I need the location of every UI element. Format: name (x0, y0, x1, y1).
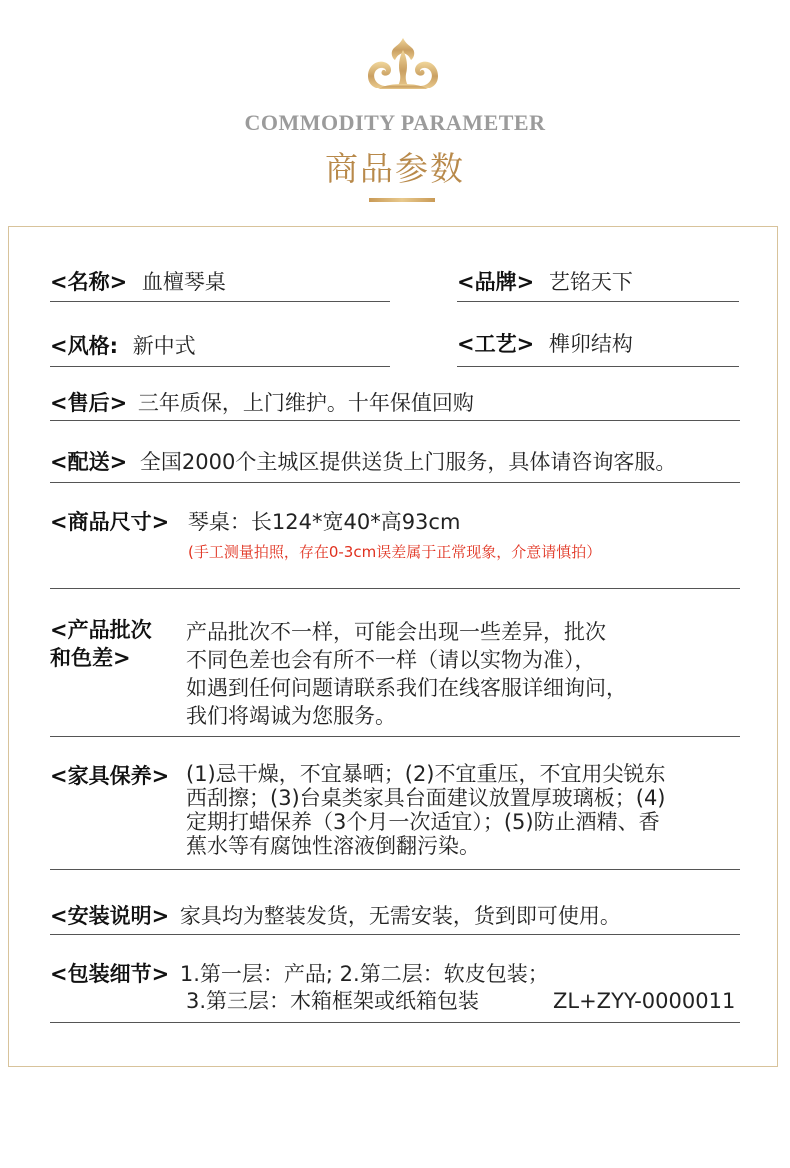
install-row (50, 902, 621, 930)
english-title: COMMODITY PARAMETER (244, 110, 546, 135)
size-row (50, 508, 460, 536)
size-label: <商品尺寸> (50, 510, 170, 534)
size-note: (手工测量拍照，存在0-3cm误差属于正常现象，介意请慎拍） (188, 543, 602, 561)
care-line: 定期打蜡保养（3个月一次适宜）；(5)防止酒精、香 (186, 810, 660, 834)
gold-ornament-icon (364, 36, 442, 92)
care-line: (1)忌干燥，不宜暴晒；(2)不宜重压，不宜用尖锐东 (186, 762, 666, 786)
care-line: 西刮擦；(3)台桌类家具台面建议放置厚玻璃板；(4) (186, 786, 666, 810)
title-underline (369, 198, 435, 202)
batch-label (50, 618, 152, 670)
care-line: 蕉水等有腐蚀性溶液倒翻污染。 (186, 834, 480, 858)
brand-value: 艺铭天下 (548, 270, 633, 294)
brand-label: <品牌> (457, 270, 535, 294)
aftersale-label: <售后> (50, 391, 128, 415)
chinese-title: 商品参数 (325, 149, 465, 188)
batch-line: 如遇到任何问题请联系我们在线客服详细询问， (186, 676, 627, 700)
divider (50, 869, 740, 870)
name-value: 血檀琴桌 (141, 270, 226, 294)
pack-line-1: 1.第一层：产品; 2.第二层：软皮包装； (179, 962, 549, 986)
style-row (50, 332, 196, 360)
divider (50, 482, 740, 483)
style-value: 新中式 (132, 334, 196, 358)
craft-value: 榫卯结构 (548, 332, 633, 356)
divider (50, 366, 390, 367)
install-value: 家具均为整装发货，无需安装，货到即可使用。 (179, 904, 621, 928)
craft-label: <工艺> (457, 332, 535, 356)
divider (50, 1022, 740, 1023)
pack-label: <包装细节> (50, 962, 170, 986)
brand-row (457, 268, 633, 296)
batch-line: 产品批次不一样，可能会出现一些差异，批次 (186, 620, 606, 644)
batch-label-line: <产品批次 (50, 618, 152, 642)
care-text (186, 762, 666, 858)
delivery-label: <配送> (50, 450, 128, 474)
care-label: <家具保养> (50, 764, 170, 788)
pack-row (50, 960, 549, 988)
divider (50, 736, 740, 737)
batch-line: 不同色差也会有所不一样（请以实物为准）， (186, 648, 596, 672)
style-label: <风格: (50, 334, 118, 358)
divider (457, 366, 739, 367)
divider (457, 301, 739, 302)
batch-line: 我们将竭诚为您服务。 (186, 704, 396, 728)
pack-row-2 (186, 987, 479, 1015)
delivery-row (50, 448, 676, 476)
divider (50, 301, 390, 302)
install-label: <安装说明> (50, 904, 170, 928)
craft-row (457, 330, 633, 358)
divider (50, 588, 740, 589)
name-label: <名称> (50, 270, 128, 294)
care-label-row (50, 762, 169, 790)
aftersale-value: 三年质保，上门维护。十年保值回购 (137, 391, 474, 415)
delivery-value: 全国2000个主城区提供送货上门服务，具体请咨询客服。 (139, 450, 677, 474)
name-row (50, 268, 226, 296)
divider (50, 934, 740, 935)
size-value: 琴桌：长124*宽40*高93cm (187, 510, 461, 534)
batch-label-line: 和色差> (50, 646, 131, 670)
pack-line-2: 3.第三层：木箱框架或纸箱包装 (186, 989, 480, 1013)
aftersale-row (50, 389, 474, 417)
divider (50, 420, 740, 421)
batch-text (186, 618, 627, 730)
product-code: ZL+ZYY-0000011 (553, 989, 736, 1013)
